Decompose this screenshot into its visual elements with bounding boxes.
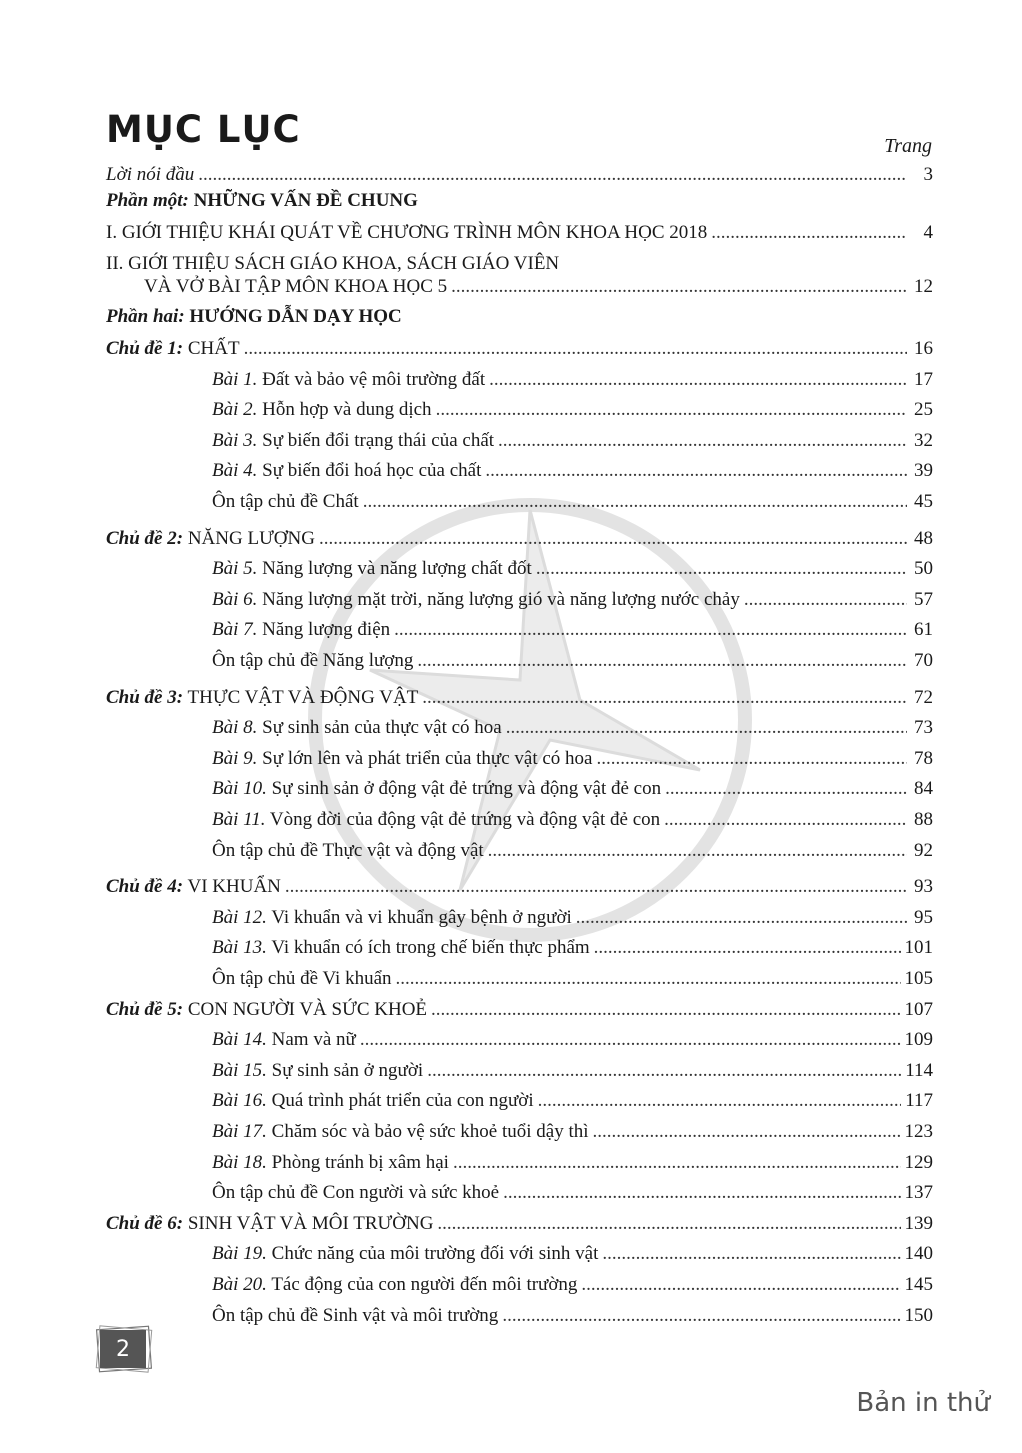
entry-title: Năng lượng điện — [262, 619, 391, 640]
entry-prefix: Bài 12. — [212, 907, 267, 928]
toc-entry-topic[interactable] — [106, 527, 933, 551]
entry-label — [212, 936, 590, 960]
entry-label — [212, 490, 359, 514]
dot-leader — [451, 275, 907, 299]
entry-page: 61 — [914, 619, 933, 640]
entry-title: Tác động của con người đến môi trường — [271, 1274, 578, 1295]
entry-page: 25 — [914, 399, 933, 420]
entry-prefix: Chủ đề 3: — [106, 687, 184, 708]
entry-page: 72 — [914, 687, 933, 708]
entry-label — [212, 588, 740, 612]
entry-title: NĂNG LƯỢNG — [187, 528, 315, 549]
entry-label — [106, 686, 418, 710]
entry-label — [212, 777, 661, 801]
entry-title: Hỗn hợp và dung dịch — [262, 399, 432, 420]
dot-leader — [538, 1089, 902, 1113]
entry-page: 48 — [914, 528, 933, 549]
entry-page: 139 — [904, 1213, 933, 1234]
entry-prefix: Bài 19. — [212, 1243, 267, 1264]
toc-entry-section[interactable] — [106, 275, 933, 299]
entry-title: VI KHUẨN — [187, 876, 281, 897]
entry-label — [212, 1242, 598, 1266]
dot-leader — [427, 1059, 901, 1083]
entry-title: CHẤT — [187, 338, 240, 359]
entry-title-line2: VÀ VỞ BÀI TẬP MÔN KHOA HỌC 5 — [144, 276, 448, 297]
dot-leader — [576, 906, 907, 930]
entry-page: 84 — [914, 778, 933, 799]
toc-entry-topic[interactable] — [106, 1212, 933, 1236]
entry-label — [212, 1028, 356, 1052]
entry-title: Năng lượng mặt trời, năng lượng gió và năng lượng nước chảy — [262, 589, 740, 610]
entry-label — [106, 998, 427, 1022]
entry-title: Ôn tập chủ đề Chất — [212, 491, 359, 512]
entry-label — [212, 906, 572, 930]
entry-page: 70 — [914, 650, 933, 671]
dot-leader — [536, 557, 907, 581]
toc-entry-lesson[interactable] — [106, 716, 933, 740]
entry-label — [212, 618, 390, 642]
entry-title: Lời nói đầu — [106, 164, 195, 185]
part-prefix: Phần một: — [106, 190, 194, 211]
entry-prefix: Bài 16. — [212, 1090, 267, 1111]
entry-title: SINH VẬT VÀ MÔI TRƯỜNG — [187, 1213, 434, 1234]
dot-leader — [593, 1120, 901, 1144]
entry-page: 114 — [905, 1060, 933, 1081]
toc-entry-lesson[interactable] — [106, 1028, 933, 1052]
entry-page: 150 — [904, 1305, 933, 1326]
entry-label — [106, 337, 240, 361]
entry-label — [106, 221, 707, 245]
toc-entry-lesson[interactable] — [106, 777, 933, 801]
entry-page: 45 — [914, 491, 933, 512]
entry-label — [212, 429, 494, 453]
toc-entry-topic[interactable] — [106, 686, 933, 710]
dot-leader — [506, 716, 907, 740]
entry-page: 123 — [904, 1121, 933, 1142]
toc-entry-lesson[interactable] — [106, 429, 933, 453]
entry-title: Sự sinh sản của thực vật có hoa — [262, 717, 502, 738]
dot-leader — [396, 967, 901, 991]
entry-title: Chức năng của môi trường đối với sinh vật — [271, 1243, 599, 1264]
dot-leader — [198, 163, 907, 187]
entry-label — [212, 1181, 499, 1205]
entry-page: 140 — [904, 1243, 933, 1264]
part-prefix: Phần hai: — [106, 306, 190, 327]
page-column-label: Trang — [884, 135, 932, 157]
entry-label — [212, 839, 484, 863]
entry-page: 95 — [914, 907, 933, 928]
dot-leader — [436, 398, 907, 422]
entry-label — [212, 1059, 423, 1083]
entry-page: 107 — [904, 999, 933, 1020]
entry-page: 50 — [914, 558, 933, 579]
toc-entry-lesson[interactable] — [106, 936, 933, 960]
entry-page: 39 — [914, 460, 933, 481]
toc-entry-lesson[interactable] — [106, 906, 933, 930]
entry-page: 57 — [914, 589, 933, 610]
entry-label — [212, 1120, 589, 1144]
entry-title: Ôn tập chủ đề Thực vật và động vật — [212, 840, 484, 861]
toc-entry-lesson[interactable] — [106, 1151, 933, 1175]
entry-prefix: Bài 20. — [212, 1274, 267, 1295]
toc-entry-lesson[interactable] — [106, 1273, 933, 1297]
toc-entry-lesson[interactable] — [106, 557, 933, 581]
entry-title: Năng lượng và năng lượng chất đốt — [262, 558, 532, 579]
entry-title: Đất và bảo vệ môi trường đất — [262, 369, 486, 390]
entry-title-line1: II. GIỚI THIỆU SÁCH GIÁO KHOA, SÁCH GIÁO VIÊN — [106, 253, 560, 274]
toc-entry-lesson[interactable] — [106, 808, 933, 832]
dot-leader — [485, 459, 907, 483]
entry-title: Vi khuẩn có ích trong chế biến thực phẩm — [271, 937, 590, 958]
entry-page: 117 — [905, 1090, 933, 1111]
entry-title: Sự sinh sản ở động vật đẻ trứng và động vật đẻ con — [271, 778, 662, 799]
entry-page: 129 — [904, 1152, 933, 1173]
entry-prefix: Bài 11. — [212, 809, 266, 830]
toc-entry-lesson[interactable] — [106, 618, 933, 642]
entry-label — [212, 1151, 449, 1175]
dot-leader — [711, 221, 907, 245]
entry-label — [212, 716, 502, 740]
dot-leader — [319, 527, 907, 551]
toc-entry-lesson[interactable] — [106, 1059, 933, 1083]
entry-page: 73 — [914, 717, 933, 738]
dot-leader — [665, 777, 907, 801]
toc-entry-lesson[interactable] — [106, 1242, 933, 1266]
entry-prefix: Bài 7. — [212, 619, 258, 640]
entry-prefix: Bài 5. — [212, 558, 258, 579]
toc-entry-topic[interactable] — [106, 337, 933, 361]
part-heading — [106, 306, 402, 328]
entry-page: 4 — [923, 222, 933, 243]
entry-title: Ôn tập chủ đề Con người và sức khoẻ — [212, 1182, 500, 1203]
toc-entry-lesson[interactable] — [106, 398, 933, 422]
entry-title: Chăm sóc và bảo vệ sức khoẻ tuổi dậy thì — [271, 1121, 589, 1142]
dot-leader — [498, 429, 907, 453]
entry-prefix: Bài 17. — [212, 1121, 267, 1142]
entry-label — [212, 1273, 577, 1297]
entry-prefix: Chủ đề 4: — [106, 876, 184, 897]
entry-prefix: Bài 10. — [212, 778, 267, 799]
dot-leader — [422, 686, 907, 710]
entry-prefix: Bài 6. — [212, 589, 258, 610]
entry-label — [212, 368, 485, 392]
entry-label — [212, 459, 481, 483]
toc-entry-lesson[interactable] — [106, 1089, 933, 1113]
dot-leader — [581, 1273, 900, 1297]
entry-label — [212, 808, 660, 832]
entry-page: 3 — [923, 164, 933, 185]
part-heading — [106, 190, 418, 212]
page-title: MỤC LỤC — [106, 108, 301, 151]
entry-title: Vòng đời của động vật đẻ trứng và động vật đẻ con — [269, 809, 661, 830]
entry-page: 12 — [914, 276, 933, 297]
entry-label — [212, 1089, 534, 1113]
dot-leader — [502, 1304, 900, 1328]
entry-title: Quá trình phát triển của con người — [271, 1090, 534, 1111]
entry-title: Nam và nữ — [271, 1029, 356, 1050]
entry-prefix: Chủ đề 5: — [106, 999, 184, 1020]
entry-title: Phòng tránh bị xâm hại — [271, 1152, 449, 1173]
toc-entry-lesson[interactable] — [106, 967, 933, 991]
entry-page: 92 — [914, 840, 933, 861]
entry-page: 78 — [914, 748, 933, 769]
entry-prefix: Bài 14. — [212, 1029, 267, 1050]
toc-entry-lesson[interactable] — [106, 490, 933, 514]
toc-entry-topic[interactable] — [106, 875, 933, 899]
toc-entry-section[interactable] — [106, 221, 933, 245]
entry-prefix: Bài 15. — [212, 1060, 267, 1081]
entry-prefix: Bài 2. — [212, 399, 258, 420]
entry-title: THỰC VẬT VÀ ĐỘNG VẬT — [187, 687, 419, 708]
entry-prefix: Bài 9. — [212, 748, 258, 769]
entry-page: 88 — [914, 809, 933, 830]
entry-page: 137 — [904, 1182, 933, 1203]
entry-prefix: Bài 18. — [212, 1152, 267, 1173]
entry-title: Vi khuẩn và vi khuẩn gây bệnh ở người — [271, 907, 572, 928]
entry-title: Sự biến đổi trạng thái của chất — [262, 430, 495, 451]
entry-prefix: Chủ đề 1: — [106, 338, 184, 359]
entry-prefix: Bài 4. — [212, 460, 258, 481]
toc-entry-lesson[interactable] — [106, 588, 933, 612]
entry-prefix: Bài 13. — [212, 937, 267, 958]
entry-prefix: Bài 3. — [212, 430, 258, 451]
dot-leader — [244, 337, 907, 361]
entry-label — [106, 875, 281, 899]
toc-entry-topic[interactable] — [106, 998, 933, 1022]
entry-title: Ôn tập chủ đề Vi khuẩn — [212, 968, 392, 989]
entry-prefix: Chủ đề 2: — [106, 528, 184, 549]
toc-entry-lesson[interactable] — [106, 1181, 933, 1205]
entry-page: 16 — [914, 338, 933, 359]
entry-page: 93 — [914, 876, 933, 897]
entry-label — [212, 747, 592, 771]
page-number: 2 — [100, 1330, 146, 1368]
entry-title: Ôn tập chủ đề Sinh vật và môi trường — [212, 1305, 499, 1326]
dot-leader — [394, 618, 907, 642]
part-title: HƯỚNG DẪN DẠY HỌC — [189, 306, 402, 327]
dot-leader — [664, 808, 907, 832]
entry-title: CON NGƯỜI VÀ SỨC KHOẺ — [187, 999, 428, 1020]
dot-leader — [453, 1151, 901, 1175]
toc-entry-intro[interactable] — [106, 163, 933, 187]
entry-label — [106, 1212, 433, 1236]
toc-entry-lesson[interactable] — [106, 1304, 933, 1328]
entry-label — [212, 398, 432, 422]
dot-leader — [417, 649, 907, 673]
entry-page: 145 — [904, 1274, 933, 1295]
entry-title: Ôn tập chủ đề Năng lượng — [212, 650, 414, 671]
dot-leader — [363, 490, 907, 514]
draft-print-note: Bản in thử — [856, 1388, 990, 1418]
toc-entry-lesson[interactable] — [106, 839, 933, 863]
dot-leader — [431, 998, 900, 1022]
entry-label — [212, 649, 413, 673]
part-title: NHỮNG VẤN ĐỀ CHUNG — [193, 190, 418, 211]
toc-entry-lesson[interactable] — [106, 459, 933, 483]
dot-leader — [596, 747, 907, 771]
dot-leader — [744, 588, 907, 612]
entry-title: Sự lớn lên và phát triển của thực vật có hoa — [262, 748, 593, 769]
entry-label — [212, 557, 532, 581]
entry-prefix: Bài 8. — [212, 717, 258, 738]
dot-leader — [360, 1028, 901, 1052]
entry-title: Sự biến đổi hoá học của chất — [262, 460, 482, 481]
entry-title: I. GIỚI THIỆU KHÁI QUÁT VỀ CHƯƠNG TRÌNH MÔN KHOA HỌC 2018 — [106, 222, 708, 243]
dot-leader — [602, 1242, 900, 1266]
entry-prefix: Bài 1. — [212, 369, 258, 390]
entry-page: 109 — [904, 1029, 933, 1050]
dot-leader — [503, 1181, 900, 1205]
dot-leader — [285, 875, 907, 899]
entry-label — [106, 527, 315, 551]
toc-entry-lesson[interactable] — [106, 649, 933, 673]
dot-leader — [437, 1212, 900, 1236]
entry-page: 32 — [914, 430, 933, 451]
entry-page: 17 — [914, 369, 933, 390]
dot-leader — [489, 368, 907, 392]
toc-entry-lesson[interactable] — [106, 1120, 933, 1144]
toc-entry-lesson[interactable] — [106, 747, 933, 771]
entry-label — [212, 1304, 498, 1328]
entry-title: Sự sinh sản ở người — [271, 1060, 424, 1081]
entry-prefix: Chủ đề 6: — [106, 1213, 184, 1234]
entry-page: 105 — [904, 968, 933, 989]
dot-leader — [488, 839, 907, 863]
entry-page: 101 — [904, 937, 933, 958]
toc-entry-lesson[interactable] — [106, 368, 933, 392]
dot-leader — [594, 936, 901, 960]
entry-label — [212, 967, 392, 991]
